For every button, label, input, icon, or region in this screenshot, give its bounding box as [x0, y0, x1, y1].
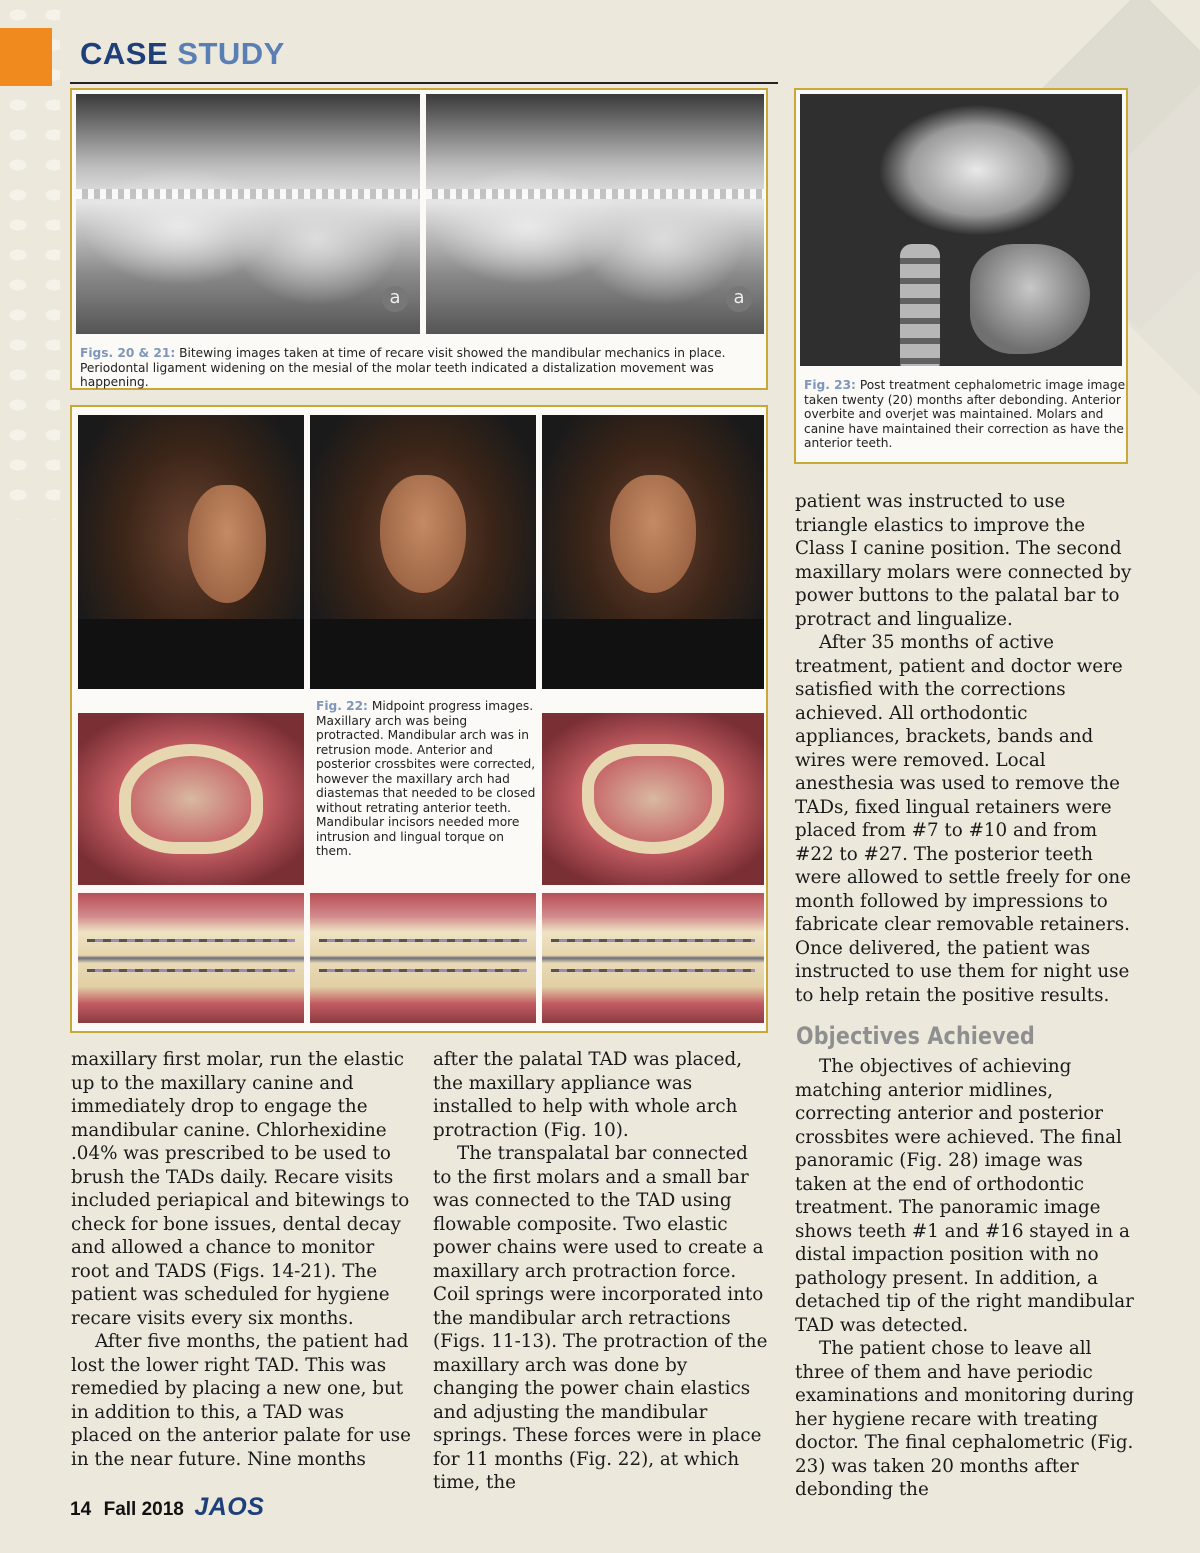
header-rule — [70, 82, 778, 84]
paragraph: The objectives of achieving matching anterior midlines, correcting anterior and posterior crossbites were achieved. The final panoramic (Fig. 28) image was taken at the end of orthodontic treatment. The panoramic image shows teeth #1 and #16 stayed in a distal impaction position with no pathology present. In addition, a detached tip of the right mandibular TAD was detected. — [795, 1056, 1134, 1336]
portrait-frontal — [310, 415, 536, 689]
cephalometric-xray — [800, 94, 1122, 366]
paragraph: maxillary first molar, run the elastic up to the maxillary canine and immediately drop to engage the mandibular canine. Chlorhexidine .04% was prescribed to be used to brush the TADs daily. Recare visits included periapical and bitewings to check for bone issues, dental decay and allowed a chance to monitor root and TADS (Figs. 14-21). The patient was scheduled for hygiene recare visits every six months. — [71, 1049, 410, 1329]
figure-23-label: Fig. 23: — [804, 378, 856, 392]
portrait-smile — [542, 415, 764, 689]
body-column-middle — [433, 1048, 769, 1495]
section-header-word1: CASE — [80, 36, 169, 71]
figure-22-text: Midpoint progress images. Maxillary arch was being protracted. Mandibular arch was in retrusion mode. Anterior and posterior crossbites were corrected, however the maxillary arch had diastemas that needed to be closed without retrating anterior teeth. Mandibular incisors needed more intrusion and lingual torque on them. — [316, 699, 536, 858]
mandibular-occlusal-photo — [542, 713, 764, 885]
section-color-tab — [0, 28, 52, 86]
figure-cephalometric — [794, 88, 1128, 464]
portrait-profile — [78, 415, 304, 689]
page-footer — [70, 1493, 264, 1522]
magazine-logo: JAOS — [194, 1493, 265, 1521]
buccal-right-photo — [78, 893, 304, 1023]
section-header-word2: STUDY — [177, 36, 285, 71]
paragraph: The patient chose to leave all three of them and have periodic examinations and monitoring during her hygiene recare with treating doctor. The final cephalometric (Fig. 23) was taken 20 months after debonding the — [795, 1338, 1134, 1500]
buccal-left-photo — [542, 893, 764, 1023]
frontal-occlusion-photo — [310, 893, 536, 1023]
paragraph: The transpalatal bar connected to the first molars and a small bar was connected to the TAD using flowable composite. Two elastic power chains were used to create a maxillary arch protraction force. Coil springs were incorporated into the mandibular arch retractions (Figs. 11-13). The protraction of the maxillary arch was done by changing the power chain elastics and adjusting the mandibular springs. These forces were in place for 11 months (Fig. 22), at which time, the — [433, 1143, 768, 1493]
paragraph: after the palatal TAD was placed, the maxillary appliance was installed to help with whole arch protraction (Fig. 10). — [433, 1049, 743, 1141]
xray-marker-right: a — [726, 286, 752, 312]
figure-23-caption — [804, 378, 1126, 451]
section-subheading: Objectives Achieved — [796, 1022, 1035, 1050]
section-header — [80, 36, 285, 72]
body-column-right-bottom — [795, 1055, 1135, 1502]
body-column-right-top — [795, 490, 1135, 1007]
body-column-left — [71, 1048, 411, 1471]
paragraph: After five months, the patient had lost the lower right TAD. This was remedied by placing a new one, but in addition to this, a TAD was placed on the anterior palate for use in the near future. Nine months — [71, 1331, 411, 1470]
issue-label: Fall 2018 — [103, 1499, 184, 1520]
maxillary-occlusal-photo — [78, 713, 304, 885]
page-number: 14 — [70, 1499, 92, 1520]
bitewing-xray-right — [426, 94, 764, 334]
paragraph: After 35 months of active treatment, patient and doctor were satisfied with the corrections achieved. All orthodontic appliances, brackets, bands and wires were removed. Local anesthesia was used to remove the TADs, fixed lingual retainers were placed from #7 to #10 and from #22 to #27. The posterior teeth were allowed to settle freely for one month followed by impressions to fabricate clear removable retainers. Once delivered, the patient was instructed to use them for night use to help retain the positive results. — [795, 632, 1131, 1006]
figure-20-21-text: Bitewing images taken at time of recare visit showed the mandibular mechanics in place. Periodontal ligament widening on the mesial of the molar teeth indicated a distalization movement was happening. — [80, 346, 726, 389]
figure-progress — [70, 405, 768, 1033]
bitewing-xray-left — [76, 94, 420, 334]
figure-22-caption — [316, 699, 538, 859]
figure-20-21-label: Figs. 20 & 21: — [80, 346, 176, 360]
figure-20-21-caption — [80, 346, 764, 390]
xray-marker-left: a — [382, 286, 408, 312]
paragraph: patient was instructed to use triangle elastics to improve the Class I canine position. The second maxillary molars were connected by power buttons to the palatal bar to protract and lingualize. — [795, 491, 1132, 630]
figure-bitewings — [70, 88, 768, 390]
figure-23-text: Post treatment cephalometric image image taken twenty (20) months after debonding. Anterior overbite and overjet was maintained. Molars and canine have maintained their correction as have the anterior teeth. — [804, 378, 1126, 450]
figure-22-label: Fig. 22: — [316, 699, 368, 713]
